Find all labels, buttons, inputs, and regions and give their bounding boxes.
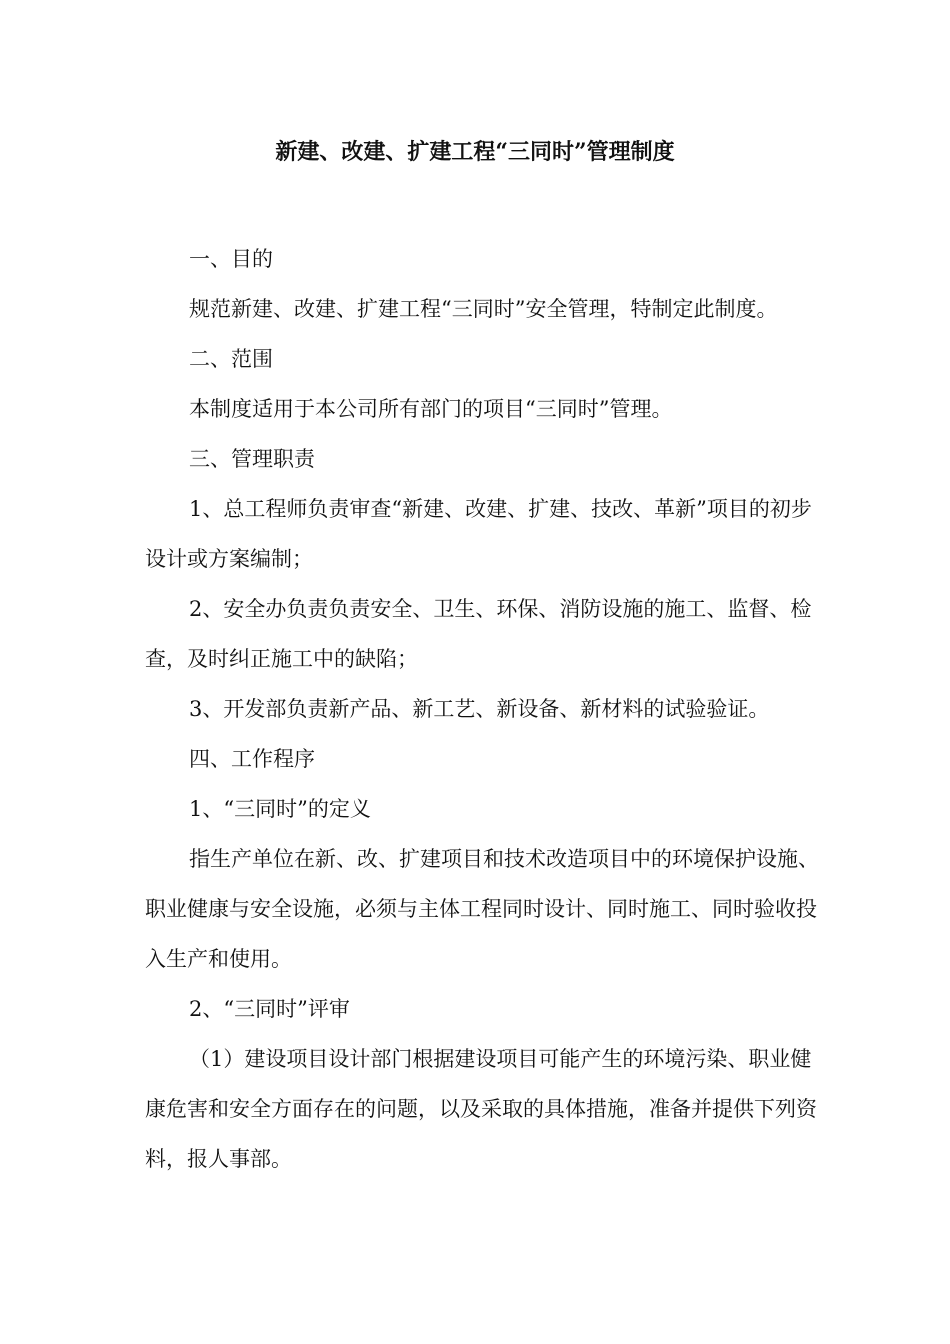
paragraph-responsibility-3: 3、开发部负责新产品、新工艺、新设备、新材料的试验验证。 bbox=[189, 697, 770, 721]
subheading-definition: 1、“三同时”的定义 bbox=[189, 797, 371, 821]
subheading-review: 2、“三同时”评审 bbox=[189, 997, 350, 1021]
paragraph-responsibility-2: 2、安全办负责负责安全、卫生、环保、消防设施的施工、监督、检查，及时纠正施工中的缺陷； bbox=[145, 597, 812, 671]
paragraph-scope: 本制度适用于本公司所有部门的项目“三同时”管理。 bbox=[189, 397, 673, 421]
paragraph-review-1: （1）建设项目设计部门根据建设项目可能产生的环境污染、职业健康危害和安全方面存在的问题，以及采取的具体措施，准备并提供下列资料，报人事部。 bbox=[145, 1047, 817, 1171]
paragraph-responsibility-1: 1、总工程师负责审查“新建、改建、扩建、技改、革新”项目的初步设计或方案编制； bbox=[145, 497, 812, 571]
document-title: 新建、改建、扩建工程“三同时”管理制度 bbox=[275, 139, 675, 165]
document-body bbox=[145, 234, 825, 1184]
section-heading-scope: 二、范围 bbox=[189, 347, 273, 371]
section-heading-procedure: 四、工作程序 bbox=[189, 747, 315, 771]
section-heading-responsibilities: 三、管理职责 bbox=[189, 447, 315, 471]
paragraph-purpose: 规范新建、改建、扩建工程“三同时”安全管理，特制定此制度。 bbox=[189, 297, 778, 321]
section-heading-purpose: 一、目的 bbox=[189, 247, 273, 271]
paragraph-definition: 指生产单位在新、改、扩建项目和技术改造项目中的环境保护设施、职业健康与安全设施，必须与主体工程同时设计、同时施工、同时验收投入生产和使用。 bbox=[145, 847, 819, 971]
